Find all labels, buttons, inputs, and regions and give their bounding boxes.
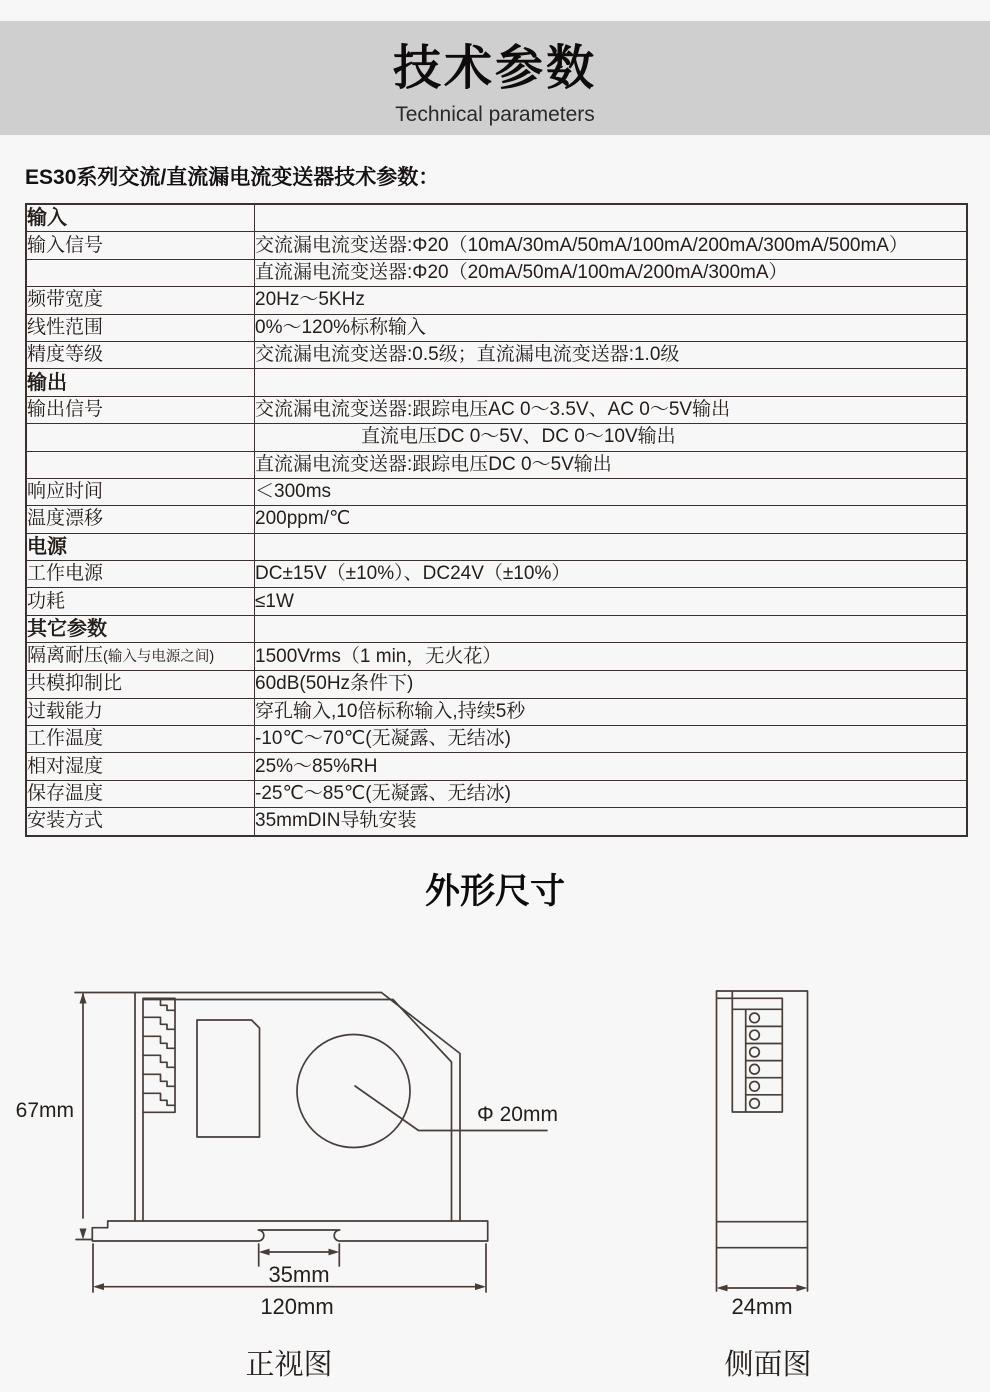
dimensions-section-title: 外形尺寸 bbox=[424, 872, 565, 911]
param-value: 35mmDIN导轨安装 bbox=[255, 810, 417, 832]
outline-dimensions-drawing bbox=[0, 975, 990, 1345]
table-row bbox=[26, 753, 967, 780]
table-row bbox=[26, 698, 967, 725]
side-body-outline bbox=[717, 991, 808, 1291]
param-label: 相对湿度 bbox=[27, 755, 104, 777]
width-dimension-label: 120mm bbox=[260, 1294, 334, 1319]
table-row bbox=[26, 259, 967, 286]
table-row bbox=[26, 808, 967, 836]
front-base-plate bbox=[92, 1221, 487, 1241]
param-label: 保存温度 bbox=[27, 783, 104, 804]
param-label: 输出 bbox=[27, 371, 67, 394]
table-row bbox=[26, 643, 967, 671]
param-value: 直流漏电流变送器:跟踪电压DC 0～5V输出 bbox=[255, 453, 612, 475]
header-band bbox=[0, 21, 990, 135]
table-row bbox=[26, 726, 967, 753]
param-value: ＜300ms bbox=[255, 481, 332, 503]
hole-diameter-label: Φ 20mm bbox=[477, 1103, 558, 1126]
param-value: 1500Vrms（1 min，无火花） bbox=[255, 645, 502, 667]
param-value: -25℃～85℃(无凝露、无结冰) bbox=[255, 783, 511, 804]
param-label: 安装方式 bbox=[27, 810, 104, 832]
param-value: ≤1W bbox=[255, 590, 294, 612]
param-label: 响应时间 bbox=[27, 481, 104, 503]
param-label: 输入 bbox=[27, 207, 67, 230]
front-body-outer-outline bbox=[75, 993, 460, 1222]
param-label: 其它参数 bbox=[27, 618, 107, 641]
table-row bbox=[26, 314, 967, 341]
param-label: 输出信号 bbox=[27, 398, 104, 420]
series-intro-line: ES30系列交流/直流漏电流变送器技术参数： bbox=[25, 166, 440, 189]
side-view-label: 侧面图 bbox=[724, 1349, 812, 1381]
table-row bbox=[26, 780, 967, 807]
table-row bbox=[26, 561, 967, 588]
table-row bbox=[26, 615, 967, 642]
param-value: 穿孔输入,10倍标称输入,持续5秒 bbox=[255, 700, 526, 722]
param-label: 输入信号 bbox=[27, 234, 104, 256]
dimension-arrowheads bbox=[80, 993, 808, 1292]
front-view-label: 正视图 bbox=[245, 1349, 333, 1381]
table-row bbox=[26, 671, 967, 698]
table-row bbox=[26, 369, 967, 396]
table-row bbox=[26, 533, 967, 560]
param-label: 温度漂移 bbox=[27, 508, 104, 530]
param-label: 隔离耐压 bbox=[27, 645, 104, 667]
front-terminal-block bbox=[143, 998, 175, 1112]
param-value: 60dB(50Hz条件下) bbox=[255, 673, 414, 695]
front-body-inner-outline bbox=[143, 1000, 452, 1222]
param-value: 交流漏电流变送器:跟踪电压AC 0～3.5V、AC 0～5V输出 bbox=[255, 398, 731, 420]
depth-dimension-label: 24mm bbox=[731, 1294, 793, 1319]
side-view-drawing bbox=[717, 991, 808, 1291]
param-label: 精度等级 bbox=[27, 344, 104, 366]
param-label: 电源 bbox=[27, 535, 67, 558]
table-row bbox=[26, 341, 967, 368]
param-label: 线性范围 bbox=[27, 316, 104, 338]
table-row bbox=[26, 451, 967, 478]
table-row bbox=[26, 396, 967, 423]
param-label: 频带宽度 bbox=[27, 289, 104, 311]
param-value: 交流漏电流变送器:0.5级；直流漏电流变送器:1.0级 bbox=[255, 344, 680, 366]
param-label: 功耗 bbox=[27, 590, 66, 612]
param-value: 直流电压DC 0～5V、DC 0～10V输出 bbox=[361, 426, 676, 448]
param-value: 25%～85%RH bbox=[255, 755, 378, 777]
page-title: 技术参数 bbox=[392, 42, 597, 95]
param-value: 20Hz～5KHz bbox=[255, 289, 365, 311]
page-subtitle: Technical parameters bbox=[395, 103, 595, 126]
table-row bbox=[26, 287, 967, 314]
table-row bbox=[26, 588, 967, 615]
front-label-plate bbox=[197, 1020, 260, 1137]
table-row bbox=[26, 506, 967, 533]
front-hole-circle bbox=[297, 1035, 410, 1148]
param-label: 共模抑制比 bbox=[27, 673, 123, 695]
spec-table bbox=[25, 203, 968, 837]
height-dimension-line bbox=[76, 994, 92, 1240]
table-row bbox=[26, 204, 967, 232]
param-value: 交流漏电流变送器:Φ20（10mA/30mA/50mA/100mA/200mA/300mA/500mA） bbox=[255, 234, 908, 256]
rail-dimension-label: 35mm bbox=[268, 1262, 330, 1287]
param-label-note: (输入与电源之间) bbox=[103, 649, 215, 666]
height-dimension-label: 67mm bbox=[15, 1099, 74, 1122]
param-value: 200ppm/℃ bbox=[255, 508, 351, 530]
param-label: 工作电源 bbox=[27, 563, 104, 585]
param-value: 直流漏电流变送器:Φ20（20mA/50mA/100mA/200mA/300mA） bbox=[255, 261, 788, 283]
front-view-drawing bbox=[75, 993, 547, 1293]
param-value: 0%～120%标称输入 bbox=[255, 316, 427, 338]
param-value: -10℃～70℃(无凝露、无结冰) bbox=[255, 728, 511, 750]
param-value: DC±15V（±10%）、DC24V（±10%） bbox=[255, 563, 571, 585]
table-row bbox=[26, 478, 967, 505]
table-row bbox=[26, 424, 967, 451]
param-label: 过载能力 bbox=[27, 700, 104, 722]
table-row bbox=[26, 232, 967, 259]
param-label: 工作温度 bbox=[27, 728, 104, 750]
